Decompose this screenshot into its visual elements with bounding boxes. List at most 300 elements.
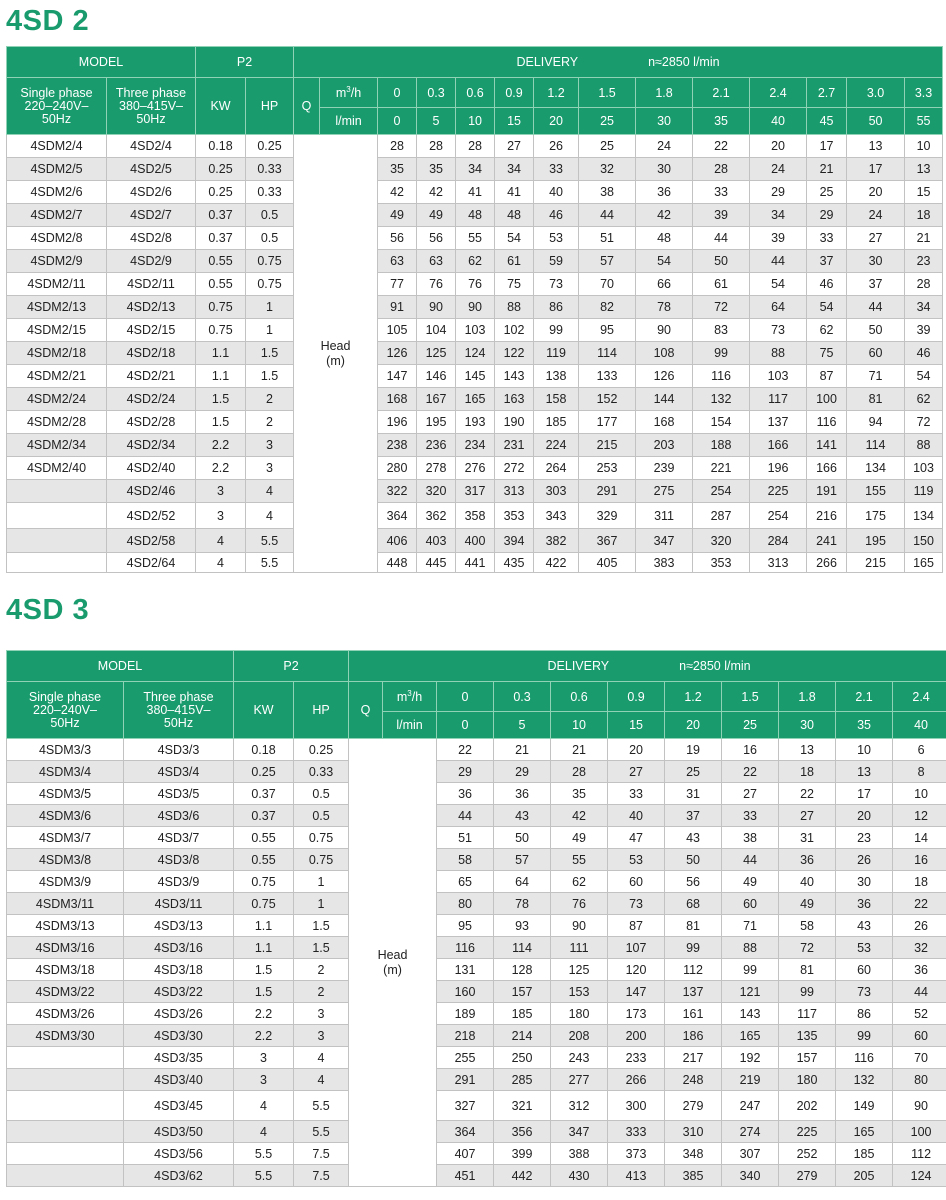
- head-value: 95: [437, 915, 494, 937]
- head-value: 131: [437, 959, 494, 981]
- head-value: 41: [456, 181, 495, 204]
- flow-m3h-cell: 2.1: [693, 78, 750, 108]
- head-value: 35: [378, 158, 417, 181]
- head-value: 276: [456, 457, 495, 480]
- flow-m3h-cell: 1.5: [579, 78, 636, 108]
- head-value: 33: [807, 227, 847, 250]
- flow-m3h-cell: 0.9: [608, 682, 665, 712]
- head-value: 120: [608, 959, 665, 981]
- three-phase-model: 4SD2/5: [107, 158, 196, 181]
- head-value: 44: [579, 204, 636, 227]
- single-phase-model: [7, 1121, 124, 1143]
- head-value: 88: [722, 937, 779, 959]
- head-value: 50: [847, 319, 905, 342]
- head-value: 25: [807, 181, 847, 204]
- hp-value: 5.5: [294, 1091, 349, 1121]
- head-value: 121: [722, 981, 779, 1003]
- three-phase-model: 4SD2/6: [107, 181, 196, 204]
- head-value: 114: [494, 937, 551, 959]
- head-value: 399: [494, 1143, 551, 1165]
- three-phase-model: 4SD3/7: [124, 827, 234, 849]
- head-value: 203: [636, 434, 693, 457]
- flow-lmin-cell: 15: [495, 108, 534, 135]
- head-value: 73: [750, 319, 807, 342]
- head-value: 358: [456, 503, 495, 529]
- head-value: 86: [534, 296, 579, 319]
- three-phase-model: 4SD2/18: [107, 342, 196, 365]
- head-value: 99: [665, 937, 722, 959]
- kw-value: 0.55: [196, 250, 246, 273]
- head-value: 63: [378, 250, 417, 273]
- head-value: 111: [551, 937, 608, 959]
- flow-m3h-cell: 3.3: [905, 78, 943, 108]
- head-value: 279: [665, 1091, 722, 1121]
- head-value: 77: [378, 273, 417, 296]
- single-phase-model: 4SDM2/4: [7, 135, 107, 158]
- head-value: 343: [534, 503, 579, 529]
- head-value: 44: [750, 250, 807, 273]
- head-value: 165: [456, 388, 495, 411]
- head-value: 135: [779, 1025, 836, 1047]
- flow-m3h-cell: 1.8: [636, 78, 693, 108]
- head-value: 180: [779, 1069, 836, 1091]
- head-value: 75: [495, 273, 534, 296]
- head-value: 81: [779, 959, 836, 981]
- three-phase-model: 4SD3/5: [124, 783, 234, 805]
- head-value: 128: [494, 959, 551, 981]
- head-value: 60: [893, 1025, 946, 1047]
- flow-lmin-cell: 45: [807, 108, 847, 135]
- flow-lmin-cell: 25: [579, 108, 636, 135]
- flow-m3h-cell: 2.7: [807, 78, 847, 108]
- head-value: 132: [836, 1069, 893, 1091]
- hp-value: 5.5: [294, 1121, 349, 1143]
- head-value: 186: [665, 1025, 722, 1047]
- head-value: 132: [693, 388, 750, 411]
- hp-value: 0.33: [246, 181, 294, 204]
- hp-header: HP: [294, 682, 349, 739]
- head-value: 26: [893, 915, 946, 937]
- head-value: 13: [847, 135, 905, 158]
- head-value: 40: [534, 181, 579, 204]
- head-value: 25: [665, 761, 722, 783]
- table-row: [7, 783, 946, 805]
- single-phase-model: 4SDM3/7: [7, 827, 124, 849]
- head-value: 155: [847, 480, 905, 503]
- head-value: 13: [836, 761, 893, 783]
- head-value: 327: [437, 1091, 494, 1121]
- head-value: 165: [722, 1025, 779, 1047]
- hp-value: 0.25: [246, 135, 294, 158]
- head-value: 88: [905, 434, 943, 457]
- head-value: 20: [750, 135, 807, 158]
- head-value: 80: [893, 1069, 946, 1091]
- head-value: 64: [494, 871, 551, 893]
- flow-lmin-cell: 0: [437, 712, 494, 739]
- head-value: 173: [608, 1003, 665, 1025]
- head-value: 145: [456, 365, 495, 388]
- head-value: 217: [665, 1047, 722, 1069]
- head-value: 54: [807, 296, 847, 319]
- head-value: 388: [551, 1143, 608, 1165]
- head-value: 313: [750, 553, 807, 573]
- head-value: 214: [494, 1025, 551, 1047]
- head-value: 8: [893, 761, 946, 783]
- head-value: 54: [905, 365, 943, 388]
- head-value: 126: [378, 342, 417, 365]
- head-value: 44: [722, 849, 779, 871]
- head-value: 208: [551, 1025, 608, 1047]
- head-value: 394: [495, 529, 534, 553]
- single-phase-model: [7, 1069, 124, 1091]
- head-value: 239: [636, 457, 693, 480]
- hp-value: 3: [294, 1025, 349, 1047]
- head-value: 93: [494, 915, 551, 937]
- head-value: 26: [836, 849, 893, 871]
- table-row: [7, 388, 943, 411]
- head-value: 60: [722, 893, 779, 915]
- head-value: 43: [665, 827, 722, 849]
- head-value: 134: [905, 503, 943, 529]
- kw-value: 0.55: [196, 273, 246, 296]
- head-value: 196: [750, 457, 807, 480]
- head-value: 76: [551, 893, 608, 915]
- three-phase-line: Three phase: [143, 689, 214, 704]
- head-value: 47: [608, 827, 665, 849]
- head-value: 76: [456, 273, 495, 296]
- table-row: [7, 871, 946, 893]
- head-value: 53: [836, 937, 893, 959]
- hp-value: 0.75: [246, 273, 294, 296]
- kw-header: KW: [234, 682, 294, 739]
- table-row: [7, 434, 943, 457]
- head-value: 60: [836, 959, 893, 981]
- single-phase-model: 4SDM3/26: [7, 1003, 124, 1025]
- head-value: 161: [665, 1003, 722, 1025]
- flow-m3h-cell: 0.3: [494, 682, 551, 712]
- head-value: 17: [807, 135, 847, 158]
- head-value: 42: [417, 181, 456, 204]
- head-value: 152: [579, 388, 636, 411]
- head-value: 163: [495, 388, 534, 411]
- head-value: 60: [608, 871, 665, 893]
- flow-m3h-cell: 0: [437, 682, 494, 712]
- head-value: 13: [905, 158, 943, 181]
- head-value: 124: [456, 342, 495, 365]
- head-value: 68: [665, 893, 722, 915]
- head-value: 34: [495, 158, 534, 181]
- head-value: 22: [779, 783, 836, 805]
- flow-m3h-cell: 1.2: [534, 78, 579, 108]
- head-value: 407: [437, 1143, 494, 1165]
- head-value: 102: [495, 319, 534, 342]
- head-value: 24: [636, 135, 693, 158]
- header-row-columns: [7, 78, 943, 108]
- head-value: 441: [456, 553, 495, 573]
- hp-value: 5.5: [246, 529, 294, 553]
- table-row: [7, 135, 943, 158]
- head-value: 218: [437, 1025, 494, 1047]
- head-value: 72: [905, 411, 943, 434]
- section-title-4sd3: 4SD 3: [6, 594, 90, 626]
- three-phase-model: 4SD3/11: [124, 893, 234, 915]
- head-value: 37: [807, 250, 847, 273]
- head-value: 275: [636, 480, 693, 503]
- head-value: 168: [378, 388, 417, 411]
- head-value: 55: [456, 227, 495, 250]
- head-value: 167: [417, 388, 456, 411]
- head-value: 33: [722, 805, 779, 827]
- head-value: 35: [551, 783, 608, 805]
- head-value: 185: [494, 1003, 551, 1025]
- table-row: [7, 805, 946, 827]
- head-value: 30: [836, 871, 893, 893]
- head-value: 12: [893, 805, 946, 827]
- delivery-header: [349, 651, 946, 682]
- head-value: 225: [779, 1121, 836, 1143]
- head-value: 317: [456, 480, 495, 503]
- table-row: [7, 1165, 946, 1187]
- head-value: 196: [378, 411, 417, 434]
- head-value: 192: [722, 1047, 779, 1069]
- head-value: 278: [417, 457, 456, 480]
- head-value: 119: [534, 342, 579, 365]
- head-value: 34: [750, 204, 807, 227]
- kw-value: 1.5: [196, 388, 246, 411]
- head-value: 22: [693, 135, 750, 158]
- head-value: 356: [494, 1121, 551, 1143]
- flow-lmin-cell: 5: [417, 108, 456, 135]
- head-value: 71: [847, 365, 905, 388]
- head-value: 58: [779, 915, 836, 937]
- head-value: 435: [495, 553, 534, 573]
- head-value: 146: [417, 365, 456, 388]
- three-phase-model: 4SD3/16: [124, 937, 234, 959]
- head-value: 253: [579, 457, 636, 480]
- head-value: 442: [494, 1165, 551, 1187]
- head-value: 49: [722, 871, 779, 893]
- table-row: [7, 227, 943, 250]
- flow-lmin-cell: 20: [665, 712, 722, 739]
- kw-value: 1.5: [234, 959, 294, 981]
- head-value: 94: [847, 411, 905, 434]
- head-value: 215: [847, 553, 905, 573]
- head-value: 20: [608, 739, 665, 761]
- head-value: 88: [495, 296, 534, 319]
- head-value: 21: [807, 158, 847, 181]
- single-phase-model: 4SDM3/13: [7, 915, 124, 937]
- head-value: 44: [693, 227, 750, 250]
- head-value: 49: [378, 204, 417, 227]
- head-value: 320: [693, 529, 750, 553]
- head-value: 70: [893, 1047, 946, 1069]
- head-value: 18: [779, 761, 836, 783]
- head-value: 50: [494, 827, 551, 849]
- head-value: 56: [378, 227, 417, 250]
- three-phase-line: 50Hz: [136, 111, 166, 126]
- three-phase-model: 4SD3/13: [124, 915, 234, 937]
- head-value: 124: [893, 1165, 946, 1187]
- single-phase-model: 4SDM2/21: [7, 365, 107, 388]
- head-value: 80: [437, 893, 494, 915]
- head-value: 21: [494, 739, 551, 761]
- head-value: 364: [378, 503, 417, 529]
- head-value: 313: [495, 480, 534, 503]
- single-phase-line: 50Hz: [41, 111, 72, 126]
- head-value: 119: [905, 480, 943, 503]
- head-value: 44: [437, 805, 494, 827]
- head-value: 112: [893, 1143, 946, 1165]
- single-phase-model: [7, 1143, 124, 1165]
- head-value: 150: [905, 529, 943, 553]
- kw-value: 0.25: [196, 158, 246, 181]
- head-value: 241: [807, 529, 847, 553]
- hp-value: 0.5: [294, 805, 349, 827]
- head-value: 143: [722, 1003, 779, 1025]
- head-value: 165: [905, 553, 943, 573]
- head-value: 51: [437, 827, 494, 849]
- head-value: 39: [750, 227, 807, 250]
- head-value: 28: [417, 135, 456, 158]
- hp-value: 4: [294, 1069, 349, 1091]
- head-value: 141: [807, 434, 847, 457]
- three-phase-model: 4SD3/4: [124, 761, 234, 783]
- head-value: 54: [495, 227, 534, 250]
- head-label-line: (m): [326, 353, 345, 368]
- head-value: 18: [905, 204, 943, 227]
- kw-value: 2.2: [196, 434, 246, 457]
- three-phase-line: 380–415V–: [119, 98, 183, 113]
- head-value: 364: [437, 1121, 494, 1143]
- q-header: Q: [349, 682, 383, 739]
- kw-value: 3: [234, 1069, 294, 1091]
- head-value: 373: [608, 1143, 665, 1165]
- single-phase-model: 4SDM2/24: [7, 388, 107, 411]
- head-value: 34: [456, 158, 495, 181]
- kw-value: 5.5: [234, 1143, 294, 1165]
- kw-value: 1.1: [196, 365, 246, 388]
- head-value: 66: [636, 273, 693, 296]
- head-value: 125: [417, 342, 456, 365]
- head-value: 224: [534, 434, 579, 457]
- table-row: [7, 457, 943, 480]
- head-value: 291: [579, 480, 636, 503]
- flow-m3h-cell: 3.0: [847, 78, 905, 108]
- head-value: 36: [494, 783, 551, 805]
- head-value: 16: [722, 739, 779, 761]
- head-value: 307: [722, 1143, 779, 1165]
- three-phase-header: [124, 682, 234, 739]
- hp-value: 0.5: [246, 204, 294, 227]
- head-value: 347: [551, 1121, 608, 1143]
- delivery-label: DELIVERY: [547, 659, 610, 673]
- head-value: 90: [636, 319, 693, 342]
- three-phase-model: 4SD2/58: [107, 529, 196, 553]
- head-value: 266: [608, 1069, 665, 1091]
- head-value: 311: [636, 503, 693, 529]
- head-value: 65: [437, 871, 494, 893]
- three-phase-model: 4SD3/62: [124, 1165, 234, 1187]
- hp-value: 1: [246, 319, 294, 342]
- head-value: 233: [608, 1047, 665, 1069]
- head-value: 78: [494, 893, 551, 915]
- hp-value: 0.75: [294, 827, 349, 849]
- single-phase-model: [7, 553, 107, 573]
- head-value: 143: [495, 365, 534, 388]
- head-value: 448: [378, 553, 417, 573]
- head-value: 54: [636, 250, 693, 273]
- head-value: 33: [693, 181, 750, 204]
- table-row: [7, 319, 943, 342]
- kw-value: 4: [234, 1091, 294, 1121]
- head-value: 48: [495, 204, 534, 227]
- head-value: 46: [534, 204, 579, 227]
- head-value: 193: [456, 411, 495, 434]
- head-value: 321: [494, 1091, 551, 1121]
- head-value: 216: [807, 503, 847, 529]
- header-row-columns: [7, 682, 946, 712]
- head-value: 36: [636, 181, 693, 204]
- head-value: 81: [847, 388, 905, 411]
- head-value: 33: [534, 158, 579, 181]
- head-value: 82: [579, 296, 636, 319]
- single-phase-line: 50Hz: [50, 715, 80, 730]
- head-value: 15: [905, 181, 943, 204]
- three-phase-model: 4SD2/64: [107, 553, 196, 573]
- three-phase-model: 4SD2/4: [107, 135, 196, 158]
- head-value: 430: [551, 1165, 608, 1187]
- head-value: 202: [779, 1091, 836, 1121]
- head-value: 20: [847, 181, 905, 204]
- table-row: [7, 411, 943, 434]
- head-value: 31: [779, 827, 836, 849]
- head-value: 144: [636, 388, 693, 411]
- head-value: 62: [905, 388, 943, 411]
- head-value: 17: [836, 783, 893, 805]
- kw-value: 0.55: [234, 827, 294, 849]
- head-value: 61: [693, 273, 750, 296]
- head-value: 73: [534, 273, 579, 296]
- head-value: 62: [456, 250, 495, 273]
- head-value: 55: [551, 849, 608, 871]
- single-phase-model: 4SDM3/22: [7, 981, 124, 1003]
- head-value: 90: [551, 915, 608, 937]
- head-value: 50: [665, 849, 722, 871]
- head-value: 277: [551, 1069, 608, 1091]
- head-value: 31: [665, 783, 722, 805]
- head-value: 157: [494, 981, 551, 1003]
- head-value: 137: [750, 411, 807, 434]
- hp-value: 4: [294, 1047, 349, 1069]
- single-phase-model: [7, 529, 107, 553]
- head-value: 91: [378, 296, 417, 319]
- head-value: 383: [636, 553, 693, 573]
- p2-header: P2: [196, 47, 294, 78]
- head-value: 72: [693, 296, 750, 319]
- table-row: [7, 1003, 946, 1025]
- head-value: 195: [847, 529, 905, 553]
- three-phase-model: 4SD2/46: [107, 480, 196, 503]
- p2-header: P2: [234, 651, 349, 682]
- head-value: 27: [779, 805, 836, 827]
- head-value: 28: [378, 135, 417, 158]
- head-value: 291: [437, 1069, 494, 1091]
- kw-value: 1.1: [196, 342, 246, 365]
- head-value: 149: [836, 1091, 893, 1121]
- head-value: 236: [417, 434, 456, 457]
- head-value: 21: [905, 227, 943, 250]
- head-value: 353: [693, 553, 750, 573]
